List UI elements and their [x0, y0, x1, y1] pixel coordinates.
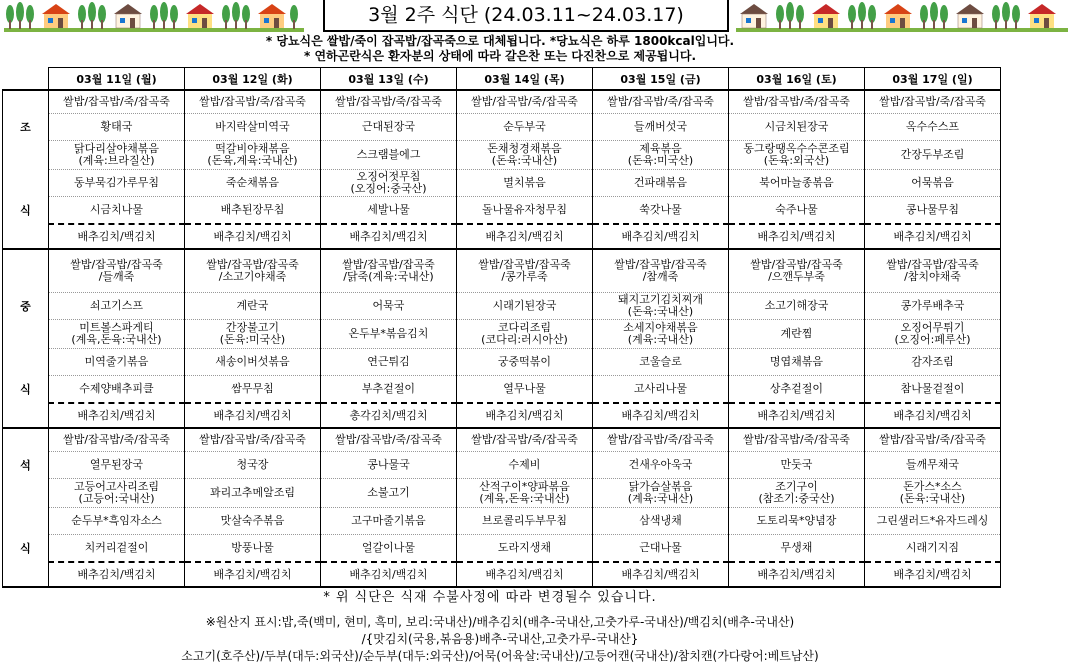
menu-cell: 새송이버섯볶음 — [185, 349, 321, 376]
meal-label-spacer — [3, 479, 49, 508]
menu-cell: 쌀밥/잡곡밥/잡곡죽 /참깨죽 — [593, 249, 729, 293]
menu-row — [3, 508, 1001, 535]
page-title: 3월 2주 식단 (24.03.11~24.03.17) — [323, 0, 729, 32]
menu-cell: 소고기해장국 — [729, 293, 865, 320]
meal-label-spacer — [3, 562, 49, 587]
day-header: 03월 14일 (목) — [457, 68, 593, 91]
menu-cell: 돌나물유자청무침 — [457, 197, 593, 225]
menu-cell: 스크램블에그 — [321, 141, 457, 170]
menu-row — [3, 224, 1001, 249]
menu-row — [3, 535, 1001, 563]
menu-cell: 쌀밥/잡곡밥/잡곡죽 /참치야채죽 — [865, 249, 1001, 293]
menu-cell: 제육볶음 (돈육:미국산) — [593, 141, 729, 170]
menu-cell: 멸치볶음 — [457, 170, 593, 197]
menu-cell: 미역줄기볶음 — [49, 349, 185, 376]
menu-cell: 배추김치/백김치 — [593, 403, 729, 428]
meal-label-bottom: 식 — [3, 535, 49, 563]
menu-cell: 북어마늘종볶음 — [729, 170, 865, 197]
menu-cell: 쑥갓나물 — [593, 197, 729, 225]
menu-cell: 콩가루배추국 — [865, 293, 1001, 320]
menu-cell: 배추된장무침 — [185, 197, 321, 225]
menu-cell: 삼색냉채 — [593, 508, 729, 535]
menu-cell: 콩나물무침 — [865, 197, 1001, 225]
menu-cell: 쇠고기스프 — [49, 293, 185, 320]
menu-cell: 들깨무채국 — [865, 452, 1001, 479]
menu-cell: 쌀밥/잡곡밥/죽/잡곡죽 — [49, 90, 185, 114]
menu-cell: 배추김치/백김치 — [729, 403, 865, 428]
menu-cell: 배추김치/백김치 — [321, 562, 457, 587]
menu-cell: 쌀밥/잡곡밥/잡곡죽 /들깨죽 — [49, 249, 185, 293]
menu-cell: 쌀밥/잡곡밥/죽/잡곡죽 — [185, 428, 321, 452]
menu-cell: 소불고기 — [321, 479, 457, 508]
menu-cell: 조기구이 (참조기:중국산) — [729, 479, 865, 508]
menu-cell: 수제양배추피클 — [49, 376, 185, 404]
meal-label-spacer — [3, 428, 49, 452]
notice-line: * 연하곤란식은 환자분의 상태에 따라 갈은찬 또는 다진찬으로 제공됩니다. — [303, 49, 697, 63]
menu-cell: 쌀밥/잡곡밥/죽/잡곡죽 — [593, 90, 729, 114]
menu-cell: 돼지고기김치찌개 (돈육:국내산) — [593, 293, 729, 320]
menu-cell: 돈채청경채볶음 (돈육:국내산) — [457, 141, 593, 170]
menu-cell: 간장두부조림 — [865, 141, 1001, 170]
meal-label-spacer — [3, 249, 49, 293]
menu-cell: 배추김치/백김치 — [49, 562, 185, 587]
menu-row — [3, 376, 1001, 404]
menu-cell: 쌀밥/잡곡밥/잡곡죽 /콩가루죽 — [457, 249, 593, 293]
menu-cell: 근대된장국 — [321, 114, 457, 141]
menu-row — [3, 90, 1001, 114]
menu-cell: 배추김치/백김치 — [865, 224, 1001, 249]
menu-cell: 그린샐러드*유자드레싱 — [865, 508, 1001, 535]
menu-cell: 배추김치/백김치 — [729, 562, 865, 587]
menu-cell: 도토리묵*양념장 — [729, 508, 865, 535]
menu-cell: 열무된장국 — [49, 452, 185, 479]
meal-label-top: 석 — [3, 452, 49, 479]
notice-line: * 당뇨식은 쌀밥/죽이 잡곡밥/잡곡죽으로 대체됩니다. *당뇨식은 하루 1800kcal입니다. — [265, 34, 735, 48]
menu-cell: 오징어젓무침 (오징어:중국산) — [321, 170, 457, 197]
menu-cell: 쌀밥/잡곡밥/죽/잡곡죽 — [457, 90, 593, 114]
meal-label-top: 중 — [3, 293, 49, 320]
menu-cell: 쌀밥/잡곡밥/죽/잡곡죽 — [593, 428, 729, 452]
menu-row — [3, 562, 1001, 587]
menu-cell: 쌀밥/잡곡밥/죽/잡곡죽 — [457, 428, 593, 452]
menu-cell: 명엽채볶음 — [729, 349, 865, 376]
menu-cell: 옥수수스프 — [865, 114, 1001, 141]
meal-label-spacer — [3, 224, 49, 249]
menu-cell: 브로콜리두부무침 — [457, 508, 593, 535]
menu-cell: 쌀밥/잡곡밥/죽/잡곡죽 — [729, 428, 865, 452]
menu-row — [3, 170, 1001, 197]
menu-cell: 고구마줄기볶음 — [321, 508, 457, 535]
menu-cell: 쌀밥/잡곡밥/잡곡죽 /소고기야채죽 — [185, 249, 321, 293]
menu-cell: 배추김치/백김치 — [49, 403, 185, 428]
menu-cell: 배추김치/백김치 — [457, 562, 593, 587]
menu-cell: 고사리나물 — [593, 376, 729, 404]
menu-cell: 오징어무튀기 (오징어:페루산) — [865, 320, 1001, 349]
menu-cell: 만둣국 — [729, 452, 865, 479]
menu-cell: 닭다리살야채볶음 (계육:브라질산) — [49, 141, 185, 170]
menu-cell: 총각김치/백김치 — [321, 403, 457, 428]
day-header: 03월 17일 (일) — [865, 68, 1001, 91]
menu-cell: 간장불고기 (돈육:미국산) — [185, 320, 321, 349]
menu-cell: 바지락살미역국 — [185, 114, 321, 141]
menu-row — [3, 293, 1001, 320]
menu-cell: 소세지야채볶음 (계육:국내산) — [593, 320, 729, 349]
meal-label-spacer — [3, 349, 49, 376]
menu-cell: 건새우아욱국 — [593, 452, 729, 479]
menu-cell: 코다리조림 (코다리:러시아산) — [457, 320, 593, 349]
meal-label-spacer — [3, 141, 49, 170]
menu-cell: 배추김치/백김치 — [593, 224, 729, 249]
notices — [0, 34, 1000, 64]
menu-row — [3, 141, 1001, 170]
menu-cell: 수제비 — [457, 452, 593, 479]
menu-cell: 배추김치/백김치 — [865, 403, 1001, 428]
day-header: 03월 16일 (토) — [729, 68, 865, 91]
menu-cell: 시래기지짐 — [865, 535, 1001, 563]
menu-cell: 참나물겉절이 — [865, 376, 1001, 404]
menu-cell: 열무나물 — [457, 376, 593, 404]
menu-cell: 세발나물 — [321, 197, 457, 225]
menu-row — [3, 479, 1001, 508]
menu-cell: 꽈리고추메알조림 — [185, 479, 321, 508]
village-decoration-left — [4, 0, 304, 32]
menu-cell: 들깨버섯국 — [593, 114, 729, 141]
menu-cell: 배추김치/백김치 — [457, 224, 593, 249]
origin-line: ※원산지 표시:밥,죽(백미, 현미, 흑미, 보리:국내산)/배추김치(배추-국내산,고춧가루-국내산)/백김치(배추-국내산) — [205, 615, 795, 629]
menu-cell: 순두부국 — [457, 114, 593, 141]
day-header: 03월 11일 (월) — [49, 68, 185, 91]
origin-labeling — [0, 614, 1000, 665]
header — [0, 0, 1072, 34]
menu-cell: 코울슬로 — [593, 349, 729, 376]
menu-cell: 쌀밥/잡곡밥/잡곡죽 /으깬두부죽 — [729, 249, 865, 293]
origin-line: 소고기(호주산)/두부(대두:외국산)/순두부(대두:외국산)/어묵(어육살:국내산)/고등어캔(국내산)/참치캔(가다랑어:베트남산) — [181, 649, 819, 663]
meal-label-bottom: 식 — [3, 197, 49, 225]
menu-cell: 쌀밥/잡곡밥/잡곡죽 /닭죽(계육:국내산) — [321, 249, 457, 293]
day-header: 03월 13일 (수) — [321, 68, 457, 91]
menu-cell: 쌀밥/잡곡밥/죽/잡곡죽 — [49, 428, 185, 452]
menu-cell: 미트볼스파게티 (계육,돈육:국내산) — [49, 320, 185, 349]
menu-cell: 시래기된장국 — [457, 293, 593, 320]
menu-cell: 쌀밥/잡곡밥/죽/잡곡죽 — [321, 90, 457, 114]
menu-row — [3, 197, 1001, 225]
menu-cell: 쌀밥/잡곡밥/죽/잡곡죽 — [185, 90, 321, 114]
menu-cell: 쌀밥/잡곡밥/죽/잡곡죽 — [729, 90, 865, 114]
menu-row — [3, 428, 1001, 452]
meal-label-spacer — [3, 170, 49, 197]
meal-label-spacer — [3, 508, 49, 535]
menu-cell: 쌀밥/잡곡밥/죽/잡곡죽 — [321, 428, 457, 452]
menu-row — [3, 349, 1001, 376]
weekly-menu-table — [2, 67, 1001, 588]
menu-row — [3, 114, 1001, 141]
menu-cell: 연근튀김 — [321, 349, 457, 376]
menu-row — [3, 452, 1001, 479]
menu-cell: 감자조림 — [865, 349, 1001, 376]
meal-label-top: 조 — [3, 114, 49, 141]
corner-cell — [3, 68, 49, 91]
menu-cell: 계란국 — [185, 293, 321, 320]
menu-cell: 근대나물 — [593, 535, 729, 563]
menu-cell: 배추김치/백김치 — [457, 403, 593, 428]
menu-cell: 배추김치/백김치 — [729, 224, 865, 249]
menu-cell: 쌈무무침 — [185, 376, 321, 404]
menu-cell: 떡갈비야채볶음 (돈육,계육:국내산) — [185, 141, 321, 170]
menu-cell: 동부묵김가루무침 — [49, 170, 185, 197]
menu-cell: 황태국 — [49, 114, 185, 141]
menu-row — [3, 249, 1001, 293]
menu-row — [3, 403, 1001, 428]
menu-cell: 무생채 — [729, 535, 865, 563]
meal-label-spacer — [3, 90, 49, 114]
menu-cell: 시금치된장국 — [729, 114, 865, 141]
menu-cell: 방풍나물 — [185, 535, 321, 563]
menu-cell: 배추김치/백김치 — [865, 562, 1001, 587]
menu-cell: 쌀밥/잡곡밥/죽/잡곡죽 — [865, 90, 1001, 114]
menu-cell: 돈가스*소스 (돈육:국내산) — [865, 479, 1001, 508]
meal-label-spacer — [3, 403, 49, 428]
menu-cell: 배추김치/백김치 — [185, 224, 321, 249]
meal-label-spacer — [3, 320, 49, 349]
menu-cell: 배추김치/백김치 — [593, 562, 729, 587]
menu-cell: 산적구이*양파볶음 (계육,돈육:국내산) — [457, 479, 593, 508]
day-header: 03월 15일 (금) — [593, 68, 729, 91]
meal-label-bottom: 식 — [3, 376, 49, 404]
menu-cell: 건파래볶음 — [593, 170, 729, 197]
menu-cell: 온두부*볶음김치 — [321, 320, 457, 349]
day-header: 03월 12일 (화) — [185, 68, 321, 91]
menu-cell: 도라지생채 — [457, 535, 593, 563]
menu-row — [3, 320, 1001, 349]
menu-cell: 고등어고사리조림 (고등어:국내산) — [49, 479, 185, 508]
menu-cell: 동그랑땡옥수수콘조림 (돈육:외국산) — [729, 141, 865, 170]
menu-cell: 콩나물국 — [321, 452, 457, 479]
menu-cell: 얼갈이나물 — [321, 535, 457, 563]
menu-cell: 배추김치/백김치 — [185, 562, 321, 587]
menu-cell: 어묵볶음 — [865, 170, 1001, 197]
menu-cell: 치커리겉절이 — [49, 535, 185, 563]
menu-cell: 계란찜 — [729, 320, 865, 349]
menu-cell: 죽순채볶음 — [185, 170, 321, 197]
menu-cell: 청국장 — [185, 452, 321, 479]
menu-cell: 순두부*흑임자소스 — [49, 508, 185, 535]
menu-cell: 배추김치/백김치 — [49, 224, 185, 249]
menu-cell: 배추김치/백김치 — [321, 224, 457, 249]
menu-cell: 배추김치/백김치 — [185, 403, 321, 428]
menu-cell: 닭가슴살볶음 (계육:국내산) — [593, 479, 729, 508]
menu-cell: 숙주나물 — [729, 197, 865, 225]
menu-cell: 상추겉절이 — [729, 376, 865, 404]
menu-cell: 궁중떡볶이 — [457, 349, 593, 376]
village-decoration-right — [736, 0, 1068, 32]
menu-cell: 시금치나물 — [49, 197, 185, 225]
origin-line: /{맛김치(국용,볶음용)배추-국내산,고춧가루-국내산} — [361, 632, 639, 646]
menu-cell: 쌀밥/잡곡밥/죽/잡곡죽 — [865, 428, 1001, 452]
menu-cell: 맛살숙주볶음 — [185, 508, 321, 535]
change-notice: * 위 식단은 식재 수불사정에 따라 변경될수 있습니다. — [323, 590, 657, 605]
menu-cell: 부추겉절이 — [321, 376, 457, 404]
menu-cell: 어묵국 — [321, 293, 457, 320]
